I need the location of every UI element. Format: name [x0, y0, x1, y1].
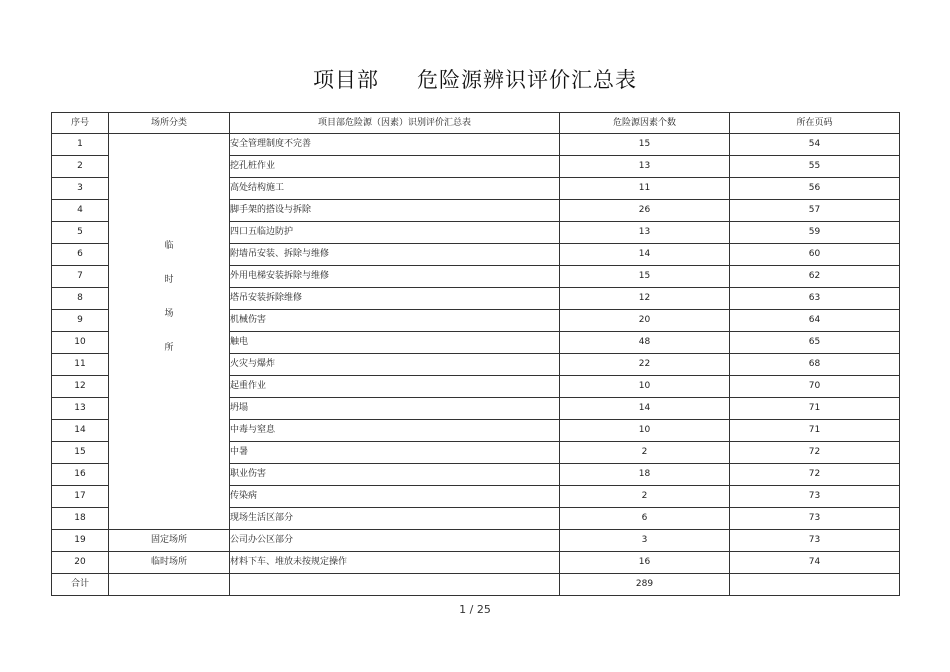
row-item: 中暑	[230, 442, 560, 464]
header-category: 场所分类	[109, 113, 230, 134]
row-count: 10	[560, 376, 730, 398]
row-item: 附墙吊安装、拆除与维修	[230, 244, 560, 266]
row-count: 18	[560, 464, 730, 486]
row-no: 16	[52, 464, 109, 486]
row-item: 触电	[230, 332, 560, 354]
row-count: 14	[560, 244, 730, 266]
row-count: 48	[560, 332, 730, 354]
row-item: 材料下车、堆放未按规定操作	[230, 552, 560, 574]
row-page: 54	[730, 134, 900, 156]
table-row	[52, 552, 900, 574]
row-item: 起重作业	[230, 376, 560, 398]
row-item: 脚手架的搭设与拆除	[230, 200, 560, 222]
header-item: 项目部危险源（因素）识别评价汇总表	[230, 113, 560, 134]
row-page: 63	[730, 288, 900, 310]
category-temporary-site	[109, 134, 230, 530]
row-count: 11	[560, 178, 730, 200]
row-category: 固定场所	[109, 530, 230, 552]
row-no: 8	[52, 288, 109, 310]
row-count: 22	[560, 354, 730, 376]
category-char: 所	[164, 342, 174, 353]
row-item: 中毒与窒息	[230, 420, 560, 442]
header-page: 所在页码	[730, 113, 900, 134]
row-page: 57	[730, 200, 900, 222]
category-char: 场	[164, 308, 174, 319]
page-title	[0, 64, 950, 94]
row-item: 外用电梯安装拆除与维修	[230, 266, 560, 288]
row-count: 26	[560, 200, 730, 222]
row-item: 坍塌	[230, 398, 560, 420]
row-category: 临时场所	[109, 552, 230, 574]
category-char: 时	[164, 274, 174, 285]
row-no: 1	[52, 134, 109, 156]
table-header-row	[52, 113, 900, 134]
hazard-summary-table	[51, 112, 900, 596]
row-no: 10	[52, 332, 109, 354]
row-page: 73	[730, 530, 900, 552]
row-no: 13	[52, 398, 109, 420]
row-no: 12	[52, 376, 109, 398]
total-empty-category	[109, 574, 230, 596]
row-page: 68	[730, 354, 900, 376]
row-no: 6	[52, 244, 109, 266]
table-row	[52, 134, 900, 156]
row-count: 13	[560, 156, 730, 178]
row-count: 12	[560, 288, 730, 310]
row-item: 公司办公区部分	[230, 530, 560, 552]
total-empty-page	[730, 574, 900, 596]
row-item: 挖孔桩作业	[230, 156, 560, 178]
row-item: 职业伤害	[230, 464, 560, 486]
row-no: 19	[52, 530, 109, 552]
row-page: 60	[730, 244, 900, 266]
table-row	[52, 530, 900, 552]
row-page: 72	[730, 442, 900, 464]
row-item: 传染病	[230, 486, 560, 508]
row-no: 7	[52, 266, 109, 288]
row-page: 72	[730, 464, 900, 486]
row-page: 71	[730, 398, 900, 420]
row-page: 70	[730, 376, 900, 398]
row-count: 2	[560, 486, 730, 508]
row-page: 71	[730, 420, 900, 442]
row-item: 塔吊安装拆除维修	[230, 288, 560, 310]
header-no: 序号	[52, 113, 109, 134]
row-no: 9	[52, 310, 109, 332]
row-item: 四口五临边防护	[230, 222, 560, 244]
page-number: 1 / 25	[459, 603, 491, 616]
row-count: 2	[560, 442, 730, 464]
row-item: 现场生活区部分	[230, 508, 560, 530]
row-no: 20	[52, 552, 109, 574]
row-no: 14	[52, 420, 109, 442]
category-char: 临	[164, 240, 174, 251]
row-page: 56	[730, 178, 900, 200]
row-page: 55	[730, 156, 900, 178]
row-no: 15	[52, 442, 109, 464]
row-count: 10	[560, 420, 730, 442]
row-count: 3	[560, 530, 730, 552]
row-page: 73	[730, 486, 900, 508]
row-no: 4	[52, 200, 109, 222]
row-count: 16	[560, 552, 730, 574]
row-no: 3	[52, 178, 109, 200]
total-row	[52, 574, 900, 596]
row-no: 2	[52, 156, 109, 178]
row-item: 高处结构施工	[230, 178, 560, 200]
title-part-1: 项目部	[313, 68, 379, 92]
row-no: 17	[52, 486, 109, 508]
row-count: 15	[560, 266, 730, 288]
row-page: 59	[730, 222, 900, 244]
row-no: 18	[52, 508, 109, 530]
total-count: 289	[560, 574, 730, 596]
row-page: 74	[730, 552, 900, 574]
row-page: 64	[730, 310, 900, 332]
row-count: 6	[560, 508, 730, 530]
row-no: 5	[52, 222, 109, 244]
row-page: 65	[730, 332, 900, 354]
row-page: 62	[730, 266, 900, 288]
row-no: 11	[52, 354, 109, 376]
total-label: 合计	[52, 574, 109, 596]
row-item: 安全管理制度不完善	[230, 134, 560, 156]
row-item: 火灾与爆炸	[230, 354, 560, 376]
row-count: 15	[560, 134, 730, 156]
row-item: 机械伤害	[230, 310, 560, 332]
row-count: 13	[560, 222, 730, 244]
title-part-2: 危险源辨识评价汇总表	[417, 68, 637, 92]
total-empty-item	[230, 574, 560, 596]
row-count: 20	[560, 310, 730, 332]
row-count: 14	[560, 398, 730, 420]
row-page: 73	[730, 508, 900, 530]
header-count: 危险源因素个数	[560, 113, 730, 134]
